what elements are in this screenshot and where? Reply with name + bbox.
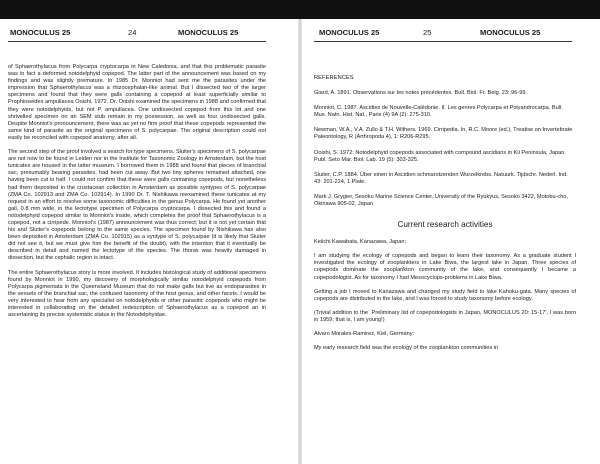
header-rule (8, 41, 266, 42)
header-journal-right: MONOCULUS 25 (178, 28, 239, 37)
paragraph: Getting a job I moved to Kanazawa and changed my study field to lake Kahoku-gata. Many species of copepods are distributed in the lake, and I was forced to study taxonomy before ecology. (314, 288, 576, 302)
running-header-left (0, 28, 298, 40)
header-journal: MONOCULUS 25 (319, 28, 380, 37)
paragraph: I am studying the ecology of copepods and began to learn their taxonomy. As a graduate student I investigated the ecology of zooplankters in Lake Biwa, the largest lake in Japan. Three species of copepods dominate the zooplankton community of the lake, and consequently I became a copepodologist. As for taxonomy I had Mesocyclops-problems in Lake Biwa. (314, 253, 576, 281)
right-page (302, 19, 600, 464)
header-journal: MONOCULUS 25 (10, 28, 71, 37)
running-header-right (302, 28, 600, 40)
article-body (8, 64, 266, 326)
reference-entry: Ooishi, S. 1972: Notodelphyid copepods associated with compound ascidians in Kii Peninsula, Japan. Publ. Seto Mar. Biol. Lab. 19 (5): 303-325. (314, 149, 566, 163)
paragraph: of Sphaerothylacus from Polycarpa cryptocarpa in New Caledonia, and that this problematic parasite was in fact a deformed notodelphyid copepod. The latter part of the announcement was based on my findings and was slightly premature. In 1985 Dr. Monniot had sent me the parasites under the impression that Sphaerothylacus was a rhizocephalan-like animal. But I dissected two of the larger specimens and found that they were galls containing a copepod at least superficially similar to Prophioseides ampullacea Ooishi, 1972. Dr. Ooishi examined the specimens in 1988 and confirmed that they were notodelphyids, but not P. ampullacea. One undissected copepod from this lot and one shrivelled specimen on an SEM stub remain in my possession, as well as four undissected galls. Despite Monniot's pronouncement, there was as yet no firm proof that these copepods represented the same kind of parasite as the original specimens of S. polycarpae. The original description could not easily be reconciled with copepod anatomy, after all. (8, 64, 266, 141)
reference-entry: Giard, A. 1891. Observations sur les notes précédentes. Bull. Biol. Fr. Belg. 23: 96-99. (314, 90, 527, 97)
paragraph: The second step of the proof involved a search for type specimens. Sluiter's specimens of S. polycarpae are not now to be found in Leiden nor in the Institute for Taxonomic Zoology in Amsterdam, but the host tunicates are housed in the latter museum. I borrowed them in 1988 and found that pieces of branchial sac, presumably bearing parasites, had been cut away. But two tiny spheres remained attached, one having been cut in half. I could not confirm that these were galls containing copepods, but nonetheless had them deposited in the crustacean collection in Amsterdam as possible syntypes of S. polycarpae (ZMA Co. 102913 and ZMA Co. 102914). In 1990 Dr. T. Nishikawa reexamined these tunicates at my request in an effort to resolve some taxonomic difficulties in the genus Polycarpa. He found yet another gall, 0.8 mm wide, in the lectotype specimen of Polycarpa cryptocarpa. I dissected this and found a notodelphyid copepod similar to Monniot's inside, which completes the proof that Sphaerothylacus is a copepod, not a cirripede. Monniot's (1987) announcement was thus correct; but it is not yet certain that his and Sluiter's copepods belong to the same species. The specimen found by Nishikawa has also been deposited in Amsterdam (ZMA Co. 102915) as a syntype of S. polycarpae (it is likely that Sluiter did not see it, but we must give him the benefit of the doubt), with the intention that it eventually be described in detail and named the lectotype of the species. The thorax was heavily damaged in dissection, but the cephalic region is intact. (8, 149, 266, 262)
reference-entry: Sluiter, C.P. 1884. Über einen in Ascidien schmarotzenden Wurzelkrebs. Natuurk. Tijdschr. Nederl. Ind. 43: 201-224, 1 Plate. (314, 171, 568, 185)
paragraph: The entire Sphaerothylacus story is more involved. It includes histological study of additional specimens found by Monniot in 1990, my discovery of morphologically similar notodelphyid copepods from Polycarpa pigmentata in the Queensland Museum that do not make galls but live as endoparasites in the vessels of the branchial sac, the confused taxonomy of the host genus, and other facets. I would be very interested to hear from any specialist on notodelphyids or other parasitic copepods who might be interested in collaborating on the detailed redescription of Sphaerothylacus as a copepod an in ascertaining its precise systematic status in the Notodelphyidae. (8, 269, 266, 319)
references-heading: REFERENCES (314, 75, 354, 81)
contributor-name: Keiichi Kawabata, Kanazawa, Japan: (314, 239, 407, 246)
reference-entry: Newman, W.A., V.A. Zullo & T.H. Withers. 1969. Cirripedia. In, R.C. Moore (ed.), Treatise on Invertebrate Paleontology, R (Arthropoda 4), 1: R206-R295. (314, 127, 573, 141)
page-number: 25 (423, 28, 432, 37)
header-journal-right: MONOCULUS 25 (480, 28, 541, 37)
section-title: Current research activities (397, 220, 493, 230)
scan-top-band (0, 0, 600, 19)
page-number: 24 (128, 28, 137, 37)
contributor-name: Alvaro Morales-Ramirez, Kiel, Germany: (314, 330, 415, 337)
paragraph: My early research field was the ecology of the zooplankton communities in (314, 345, 499, 352)
paragraph: (Trivial addition to the `Preliminary list of copepodologists in Japan, MONOCULUS 20: 15-17', I was born in 1959; that is, I am young!) (314, 309, 576, 323)
reference-entry: Monniot, C. 1987. Ascidies de Nouvelle-Calédonie. II. Les genres Polycarpa et Polyandrocarpa. Bull. Mus. Natn. Hist. Nat., Paris (4) 9A (2): 275-310. (314, 105, 563, 119)
left-page (0, 19, 298, 464)
header-rule (314, 41, 572, 42)
author-address: Mark J. Grygier, Sesoko Marine Science Center, University of the Ryukyus, Sesoko 3422, Motobu-cho, Okinawa 905-02, Japan (314, 193, 569, 208)
page-body (314, 75, 576, 359)
